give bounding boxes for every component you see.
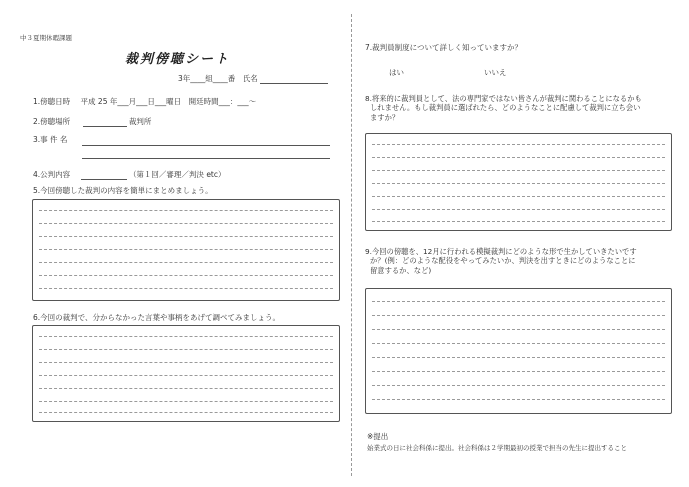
q2-suffix: 裁判所 bbox=[128, 117, 152, 126]
q8-answer-box[interactable] bbox=[365, 133, 672, 231]
q8-line-3: ますか？ bbox=[370, 112, 400, 122]
page-title: 裁判傍聴シート bbox=[125, 52, 231, 67]
q9-line-1: 9.今回の傍聴を、12月に行われる模擬裁判にどのような形で生かしていきたいです bbox=[365, 247, 637, 256]
q7-label: 7.裁判員制度について詳しく知っていますか？ bbox=[365, 43, 523, 52]
q4-row bbox=[33, 170, 226, 180]
q6-label: 6.今回の裁判で、分からなかった言葉や事柄をあげて調べてみましょう。 bbox=[33, 313, 281, 322]
q1-label: 1.傍聴日時 bbox=[33, 97, 71, 106]
court-name-field[interactable] bbox=[83, 126, 127, 127]
case-name-field-2[interactable] bbox=[82, 158, 330, 159]
q7-yes-option[interactable]: はい bbox=[389, 68, 404, 77]
q5-answer-box[interactable] bbox=[32, 199, 340, 301]
q9-question bbox=[365, 247, 675, 275]
q8-question bbox=[365, 94, 675, 122]
q1-datetime-fields[interactable]: 平成 25 年___月___日___曜日 開廷時間___：___〜 bbox=[80, 97, 257, 106]
q9-answer-box[interactable] bbox=[365, 288, 672, 414]
q2-row bbox=[33, 117, 151, 127]
q9-line-2: か？(例：どのような配役をやってみたいか、判決を出すときにどのようなことに bbox=[370, 256, 636, 266]
submission-heading: ※提出 bbox=[367, 432, 389, 441]
trial-session-field[interactable] bbox=[81, 179, 127, 180]
q7-no-option[interactable]: いいえ bbox=[484, 68, 507, 77]
q8-line-2: しれません。もし裁判員に選ばれたら、どのようなことに配慮して裁判に立ち会い bbox=[370, 103, 641, 113]
q3-label: 3.事 件 名 bbox=[33, 135, 68, 144]
q4-label: 4.公判内容 bbox=[33, 170, 71, 179]
student-name-field[interactable] bbox=[260, 83, 328, 84]
q8-line-1: 8.将来的に裁判員として、法の専門家ではない皆さんが裁判に関わることになるかも bbox=[365, 94, 642, 103]
page-fold-divider bbox=[351, 14, 352, 476]
q9-line-3: 留意するか、など) bbox=[370, 265, 432, 275]
q4-hint: （第１回／審理／判決 etc） bbox=[128, 170, 226, 179]
submission-instructions: 始業式の日に社会科係に提出。社会科係は２学期最初の授業で担当の先生に提出すること bbox=[367, 444, 627, 452]
case-name-field-1[interactable] bbox=[82, 145, 330, 146]
q5-label: 5.今回傍聴した裁判の内容を簡単にまとめましょう。 bbox=[33, 186, 213, 195]
q2-label: 2.傍聴場所 bbox=[33, 117, 71, 126]
department-label: 中３夏期休暇課題 bbox=[20, 34, 72, 42]
q1-row bbox=[33, 97, 256, 107]
q6-answer-box[interactable] bbox=[32, 325, 340, 422]
name-line bbox=[178, 74, 328, 84]
class-number-label: 3年____組____番 氏名 bbox=[178, 74, 258, 83]
